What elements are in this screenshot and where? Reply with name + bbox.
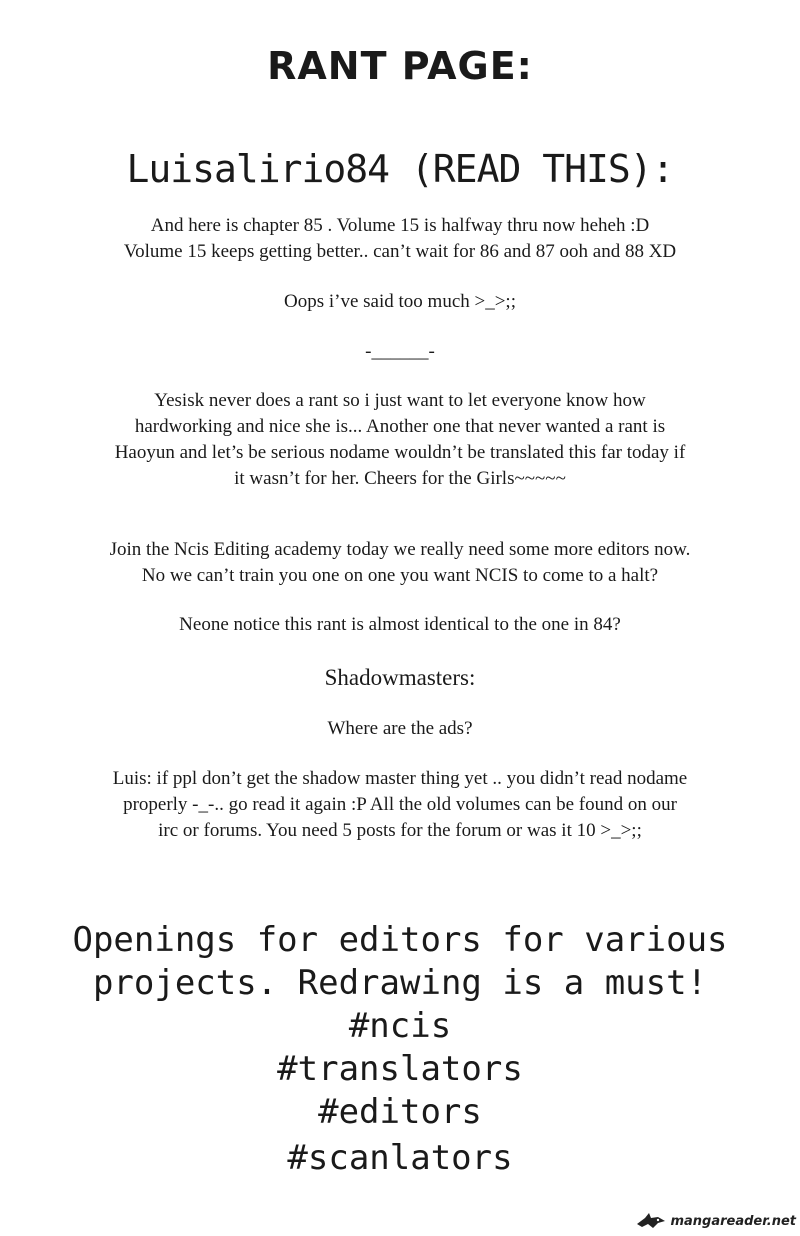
page-title: RANT PAGE: (267, 44, 533, 88)
paragraph-line: properly -_-.. go read it again :P All the old volumes can be found on our (123, 794, 677, 815)
channel-editors: #editors (318, 1092, 482, 1132)
rant-author-heading: Luisalirio84 (READ THIS): (126, 147, 674, 191)
section-heading-shadowmasters: Shadowmasters: (324, 665, 476, 690)
openings-line: projects. Redrawing is a must! (92, 963, 708, 1003)
paragraph-line: Join the Ncis Editing academy today we really need some more editors now. (109, 539, 691, 560)
watermark (636, 1212, 796, 1230)
channel-translators: #translators (277, 1049, 523, 1089)
paragraph-line: And here is chapter 85 . Volume 15 is halfway thru now heheh :D (150, 215, 650, 236)
paragraph-line: Yesisk never does a rant so i just want to let everyone know how (154, 390, 646, 411)
paragraph-line: Luis: if ppl don’t get the shadow master thing yet .. you didn’t read nodame (112, 768, 688, 789)
paragraph-line: Oops i’ve said too much >_>;; (284, 291, 516, 312)
openings-line: Openings for editors for various (72, 920, 728, 960)
fox-logo-icon (636, 1212, 666, 1230)
paragraph-line: hardworking and nice she is... Another one that never wanted a rant is (134, 416, 666, 437)
paragraph-line: Neone notice this rant is almost identical to the one in 84? (179, 614, 621, 635)
paragraph-line: Where are the ads? (327, 718, 473, 739)
paragraph-line: No we can’t train you one on one you want NCIS to come to a halt? (141, 565, 659, 586)
paragraph-line: Volume 15 keeps getting better.. can’t wait for 86 and 87 ooh and 88 XD (123, 241, 677, 262)
paragraph-line: Haoyun and let’s be serious nodame wouldn’t be translated this far today if (114, 442, 686, 463)
watermark-text: mangareader.net (670, 1213, 796, 1229)
paragraph-line: it wasn’t for her. Cheers for the Girls~~~~~ (234, 468, 566, 489)
channel-scanlators: #scanlators (287, 1138, 513, 1178)
paragraph-line: irc or forums. You need 5 posts for the forum or was it 10 >_>;; (158, 820, 642, 841)
divider-text: -______- (365, 341, 435, 362)
channel-ncis: #ncis (348, 1006, 452, 1046)
